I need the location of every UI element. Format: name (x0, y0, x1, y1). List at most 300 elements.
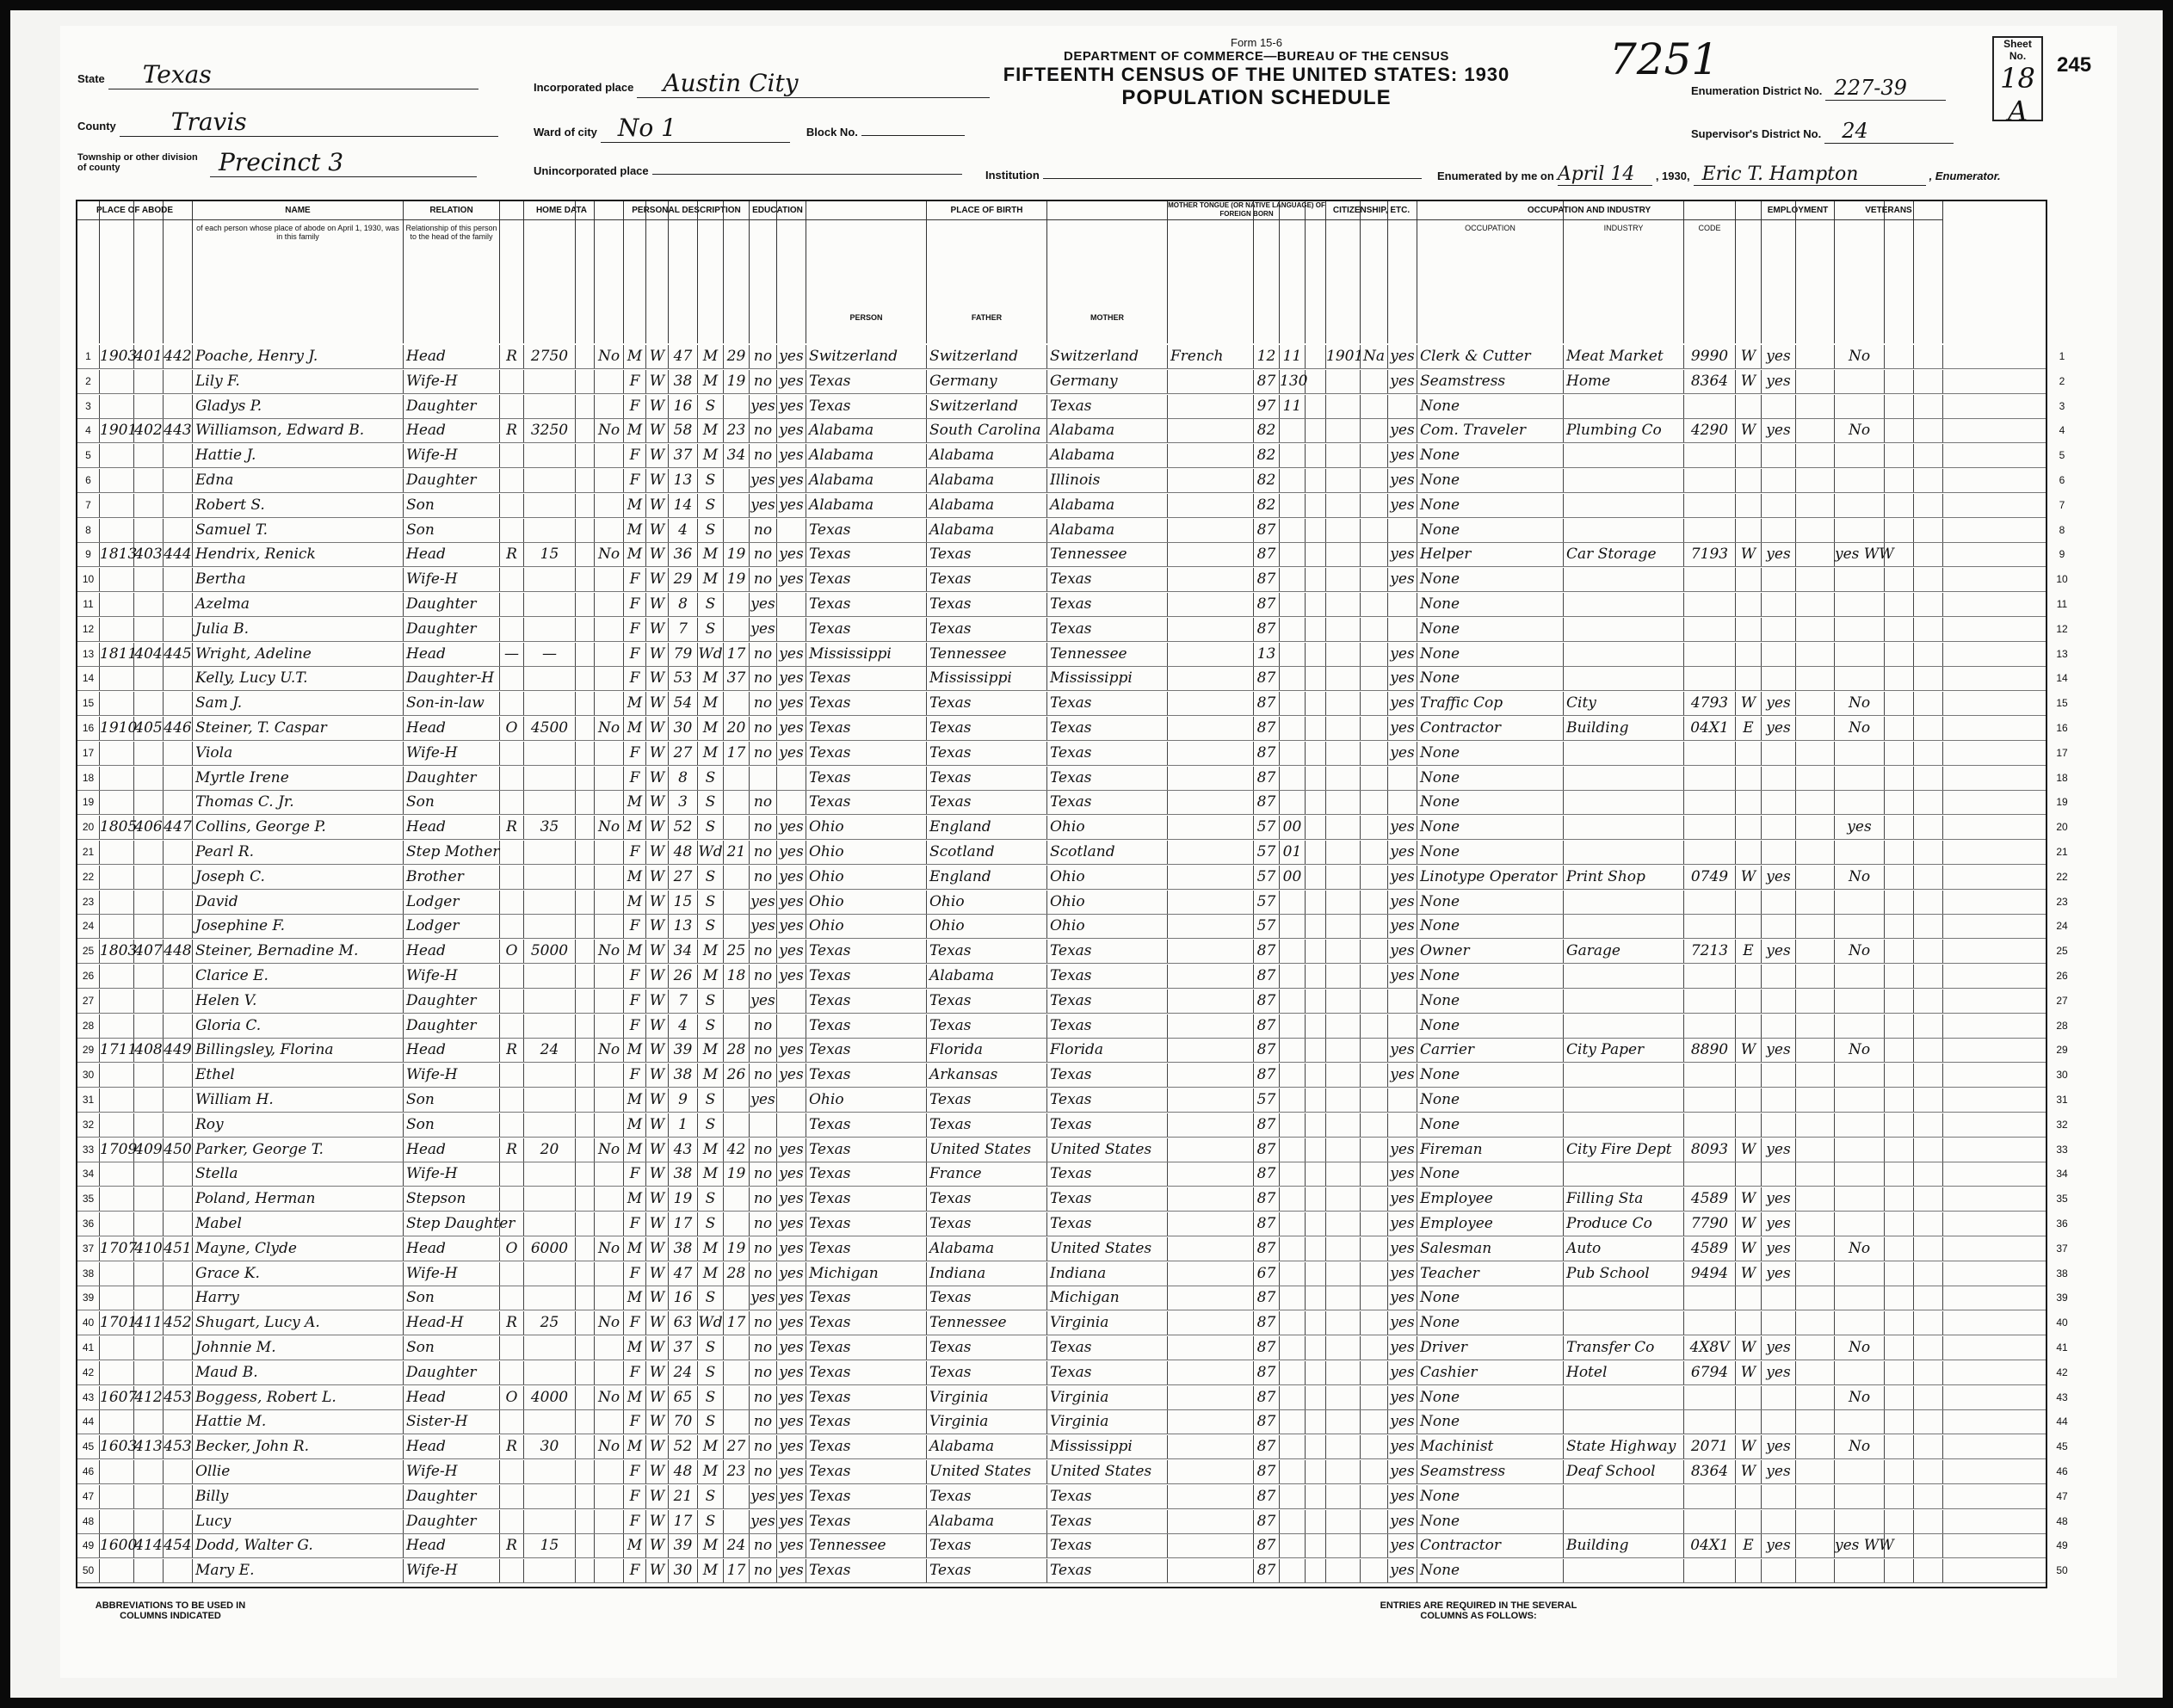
cell-occ: None (1417, 1311, 1564, 1335)
cell-r (576, 866, 595, 889)
cell-v2 (1885, 1014, 1914, 1038)
cell-v3 (1914, 841, 1943, 864)
cell-read: yes (777, 717, 806, 740)
cell-fa (164, 1336, 193, 1360)
entries-title: ENTRIES ARE REQUIRED IN THE SEVERAL COLUMNS AS FOLLOWS: (1380, 1600, 1577, 1621)
cell-rel: Stepson (404, 1187, 500, 1211)
cell-c2 (1280, 494, 1306, 517)
column-header (750, 201, 777, 343)
cell-yr (1326, 667, 1361, 690)
cell-fbp: Texas (927, 990, 1047, 1013)
cell-fbp: South Carolina (927, 419, 1047, 442)
cell-bp: Texas (806, 618, 927, 641)
cell-occ: None (1417, 1064, 1564, 1087)
cell-val (524, 742, 576, 765)
cell-agem (724, 395, 750, 418)
cell-age: 43 (669, 1138, 698, 1162)
cell-c3 (1306, 1088, 1326, 1112)
cell-sch: no (750, 1559, 777, 1582)
cell-sex: F (624, 1014, 646, 1038)
cell-farm (595, 1510, 624, 1533)
cell-v2 (1885, 1138, 1914, 1162)
cell-fa: 445 (164, 643, 193, 666)
cell-dw (134, 891, 164, 914)
cell-nat (1361, 1510, 1388, 1533)
cell-bp: Texas (806, 1187, 927, 1211)
cell-tongue (1168, 1485, 1254, 1508)
cell-name: Harry (193, 1286, 404, 1310)
cell-n: 12 (77, 618, 100, 641)
cell-name: Gloria C. (193, 1014, 404, 1038)
cell-agem: 17 (724, 643, 750, 666)
cell-eng: yes (1388, 717, 1417, 740)
cell-v2 (1885, 1262, 1914, 1286)
cell-e2 (1796, 866, 1835, 889)
cell-race: W (646, 990, 669, 1013)
cell-val: 15 (524, 1534, 576, 1557)
cell-cw: W (1736, 1336, 1762, 1360)
cell-name: David (193, 891, 404, 914)
cell-n: 38 (77, 1262, 100, 1286)
cell-fa: 453 (164, 1386, 193, 1409)
cell-fbp: Alabama (927, 1237, 1047, 1261)
cell-name: Parker, George T. (193, 1138, 404, 1162)
cell-nat (1361, 915, 1388, 938)
cell-mar: M (698, 717, 724, 740)
cell-v2 (1885, 1187, 1914, 1211)
cell-ten (500, 1361, 524, 1384)
cell-rel: Head (404, 345, 500, 368)
cell-fbp: Texas (927, 568, 1047, 591)
cell-c2 (1280, 1510, 1306, 1533)
column-header (1168, 201, 1254, 343)
cell-n: 15 (77, 692, 100, 715)
cell-c2 (1280, 1212, 1306, 1236)
cell-rel: Brother (404, 866, 500, 889)
cell-fa (164, 1064, 193, 1087)
cell-val: 4500 (524, 717, 576, 740)
cell-fbp: Texas (927, 593, 1047, 616)
cell-n: 23 (77, 891, 100, 914)
cell-eng: yes (1388, 568, 1417, 591)
cell-ten: O (500, 717, 524, 740)
cell-sch: no (750, 717, 777, 740)
cell-c2 (1280, 940, 1306, 963)
cell-race: W (646, 717, 669, 740)
column-header (1684, 201, 1736, 343)
cell-ind (1564, 395, 1684, 418)
cell-mbp: Texas (1047, 1559, 1168, 1582)
cell-occ: Contractor (1417, 717, 1564, 740)
cell-tongue (1168, 915, 1254, 938)
cell-eng: yes (1388, 469, 1417, 492)
row-number-right: 39 (2056, 1292, 2068, 1304)
cell-v2 (1885, 965, 1914, 988)
cell-eng: yes (1388, 866, 1417, 889)
table-row (77, 1460, 2068, 1484)
cell-mbp: Texas (1047, 1162, 1168, 1186)
cell-emp: yes (1762, 1460, 1796, 1483)
cell-eng (1388, 791, 1417, 814)
cell-v3 (1914, 345, 1943, 368)
cell-tongue (1168, 1510, 1254, 1533)
cell-tongue (1168, 519, 1254, 542)
cell-sch: no (750, 1138, 777, 1162)
cell-fa (164, 1510, 193, 1533)
cell-e2 (1796, 618, 1835, 641)
cell-race: W (646, 791, 669, 814)
cell-mar: M (698, 1460, 724, 1483)
cell-sex: F (624, 1460, 646, 1483)
cell-fa: 446 (164, 717, 193, 740)
institution-label: Institution (985, 169, 1040, 182)
cell-c3 (1306, 742, 1326, 765)
cell-vet (1835, 643, 1885, 666)
cell-n: 8 (77, 519, 100, 542)
cell-bp: Ohio (806, 866, 927, 889)
cell-sex: F (624, 444, 646, 467)
cell-yr (1326, 568, 1361, 591)
cell-agem: 25 (724, 940, 750, 963)
cell-c1: 87 (1254, 717, 1280, 740)
cell-vet (1835, 395, 1885, 418)
cell-occ: None (1417, 816, 1564, 839)
cell-name: Maud B. (193, 1361, 404, 1384)
cell-r (576, 692, 595, 715)
cell-cw: E (1736, 940, 1762, 963)
row-number-right: 36 (2056, 1218, 2068, 1230)
cell-n: 36 (77, 1212, 100, 1236)
cell-val (524, 469, 576, 492)
cell-name: William H. (193, 1088, 404, 1112)
row-number-right: 17 (2056, 746, 2068, 759)
enumerated-label: Enumerated by me on (1437, 170, 1554, 182)
cell-name: Boggess, Robert L. (193, 1386, 404, 1409)
cell-occ: None (1417, 767, 1564, 790)
cell-r (576, 841, 595, 864)
cell-bp: Texas (806, 990, 927, 1013)
cell-val (524, 444, 576, 467)
cell-e2 (1796, 643, 1835, 666)
cell-farm (595, 1162, 624, 1186)
cell-farm (595, 692, 624, 715)
cell-tongue (1168, 692, 1254, 715)
cell-bp: Mississippi (806, 643, 927, 666)
cell-age: 1 (669, 1113, 698, 1137)
cell-farm (595, 767, 624, 790)
department: DEPARTMENT OF COMMERCE—BUREAU OF THE CENSUS (1064, 49, 1449, 64)
cell-vet (1835, 1262, 1885, 1286)
cell-farm: No (595, 1039, 624, 1062)
cell-race: W (646, 767, 669, 790)
cell-c2 (1280, 767, 1306, 790)
cell-e2 (1796, 717, 1835, 740)
cell-cw (1736, 1311, 1762, 1335)
cell-bp: Texas (806, 940, 927, 963)
cell-agem: 19 (724, 568, 750, 591)
cell-sex: F (624, 965, 646, 988)
cell-ten (500, 519, 524, 542)
cell-name: Mary E. (193, 1559, 404, 1582)
cell-ind (1564, 816, 1684, 839)
cell-eng (1388, 618, 1417, 641)
cell-eng: yes (1388, 1435, 1417, 1458)
township-label: Township or other division of county (77, 152, 198, 173)
cell-c1: 13 (1254, 643, 1280, 666)
cell-c1: 87 (1254, 1510, 1280, 1533)
cell-farm: No (595, 1435, 624, 1458)
cell-tongue (1168, 593, 1254, 616)
cell-v2 (1885, 767, 1914, 790)
cell-fbp: Texas (927, 1212, 1047, 1236)
cell-mar: M (698, 1262, 724, 1286)
cell-read: yes (777, 1237, 806, 1261)
cell-race: W (646, 419, 669, 442)
cell-yr (1326, 1113, 1361, 1137)
cell-read: yes (777, 1410, 806, 1434)
cell-farm: No (595, 1138, 624, 1162)
cell-c2 (1280, 618, 1306, 641)
cell-ten (500, 841, 524, 864)
cell-c2: 01 (1280, 841, 1306, 864)
cell-fa: 451 (164, 1237, 193, 1261)
cell-nat (1361, 1113, 1388, 1137)
cell-v2 (1885, 1460, 1914, 1483)
cell-dw: 401 (134, 345, 164, 368)
cell-emp (1762, 791, 1796, 814)
cell-agem (724, 1187, 750, 1211)
table-row (77, 1162, 2068, 1187)
column-header (1361, 201, 1388, 343)
cell-c2 (1280, 1485, 1306, 1508)
cell-mar: S (698, 519, 724, 542)
cell-v2 (1885, 990, 1914, 1013)
cell-rel: Step Mother (404, 841, 500, 864)
cell-e2 (1796, 1138, 1835, 1162)
cell-agem: 27 (724, 1435, 750, 1458)
cell-occ: None (1417, 494, 1564, 517)
cell-ind (1564, 444, 1684, 467)
cell-v2 (1885, 1534, 1914, 1557)
cell-agem: 19 (724, 1237, 750, 1261)
cell-name: Lily F. (193, 370, 404, 393)
cell-cw: W (1736, 419, 1762, 442)
cell-tongue (1168, 791, 1254, 814)
cell-fa: 448 (164, 940, 193, 963)
cell-c2: 11 (1280, 395, 1306, 418)
cell-v2 (1885, 494, 1914, 517)
cell-code (1684, 1510, 1736, 1533)
cell-val (524, 841, 576, 864)
row-number-right: 30 (2056, 1069, 2068, 1082)
cell-r (576, 1262, 595, 1286)
cell-n: 40 (77, 1311, 100, 1335)
cell-dw (134, 1510, 164, 1533)
column-header (669, 201, 698, 343)
cell-c2 (1280, 1039, 1306, 1062)
cell-dw: 407 (134, 940, 164, 963)
cell-bp: Texas (806, 1336, 927, 1360)
cell-occ: None (1417, 841, 1564, 864)
cell-ind (1564, 1386, 1684, 1409)
cell-c1: 87 (1254, 1361, 1280, 1384)
cell-sex: F (624, 469, 646, 492)
cell-eng: yes (1388, 1237, 1417, 1261)
cell-r (576, 1014, 595, 1038)
cell-race: W (646, 1014, 669, 1038)
cell-read: yes (777, 1361, 806, 1384)
cell-read (777, 593, 806, 616)
cell-st: 1707 (100, 1237, 134, 1261)
cell-tongue (1168, 1386, 1254, 1409)
cell-v2 (1885, 1237, 1914, 1261)
row-number-right: 20 (2056, 821, 2068, 834)
cell-age: 4 (669, 519, 698, 542)
row-number-right: 15 (2056, 697, 2068, 710)
cell-agem: 18 (724, 965, 750, 988)
cell-bp: Texas (806, 1039, 927, 1062)
cell-race: W (646, 395, 669, 418)
cell-fa (164, 1262, 193, 1286)
cell-eng: yes (1388, 1559, 1417, 1582)
cell-r (576, 965, 595, 988)
cell-mar: M (698, 1039, 724, 1062)
column-header (576, 201, 595, 343)
cell-sch: no (750, 816, 777, 839)
cell-mar: M (698, 692, 724, 715)
cell-st: 1811 (100, 643, 134, 666)
cell-vet (1835, 1113, 1885, 1137)
cell-nat (1361, 1237, 1388, 1261)
cell-mbp: Tennessee (1047, 643, 1168, 666)
cell-st (100, 1162, 134, 1186)
cell-sex: F (624, 1410, 646, 1434)
cell-fbp: Texas (927, 1336, 1047, 1360)
cell-v3 (1914, 915, 1943, 938)
cell-ind (1564, 1113, 1684, 1137)
cell-fbp: Virginia (927, 1386, 1047, 1409)
cell-fa (164, 1410, 193, 1434)
cell-yr (1326, 915, 1361, 938)
cell-sch: no (750, 667, 777, 690)
cell-yr (1326, 1435, 1361, 1458)
cell-rel: Daughter (404, 1510, 500, 1533)
cell-fa (164, 841, 193, 864)
cell-race: W (646, 469, 669, 492)
cell-occ: None (1417, 1510, 1564, 1533)
cell-sch: yes (750, 1088, 777, 1112)
cell-st (100, 1485, 134, 1508)
cell-vet: No (1835, 345, 1885, 368)
cell-ind (1564, 1088, 1684, 1112)
cell-read: yes (777, 1187, 806, 1211)
cell-v3 (1914, 1212, 1943, 1236)
cell-agem: 23 (724, 419, 750, 442)
cell-read: yes (777, 1039, 806, 1062)
cell-eng: yes (1388, 1336, 1417, 1360)
cell-yr (1326, 891, 1361, 914)
cell-name: Hattie J. (193, 444, 404, 467)
cell-rel: Wife-H (404, 1460, 500, 1483)
cell-code (1684, 469, 1736, 492)
cell-n: 46 (77, 1460, 100, 1483)
cell-n: 22 (77, 866, 100, 889)
table-row (77, 1559, 2068, 1583)
cell-emp (1762, 667, 1796, 690)
cell-st (100, 1212, 134, 1236)
cell-c2 (1280, 593, 1306, 616)
cell-c1: 87 (1254, 1559, 1280, 1582)
cell-eng: yes (1388, 1510, 1417, 1533)
cell-r (576, 1435, 595, 1458)
cell-emp: yes (1762, 543, 1796, 566)
cell-fbp: Virginia (927, 1410, 1047, 1434)
cell-fbp: Indiana (927, 1262, 1047, 1286)
cell-yr (1326, 1212, 1361, 1236)
cell-eng: yes (1388, 1386, 1417, 1409)
cell-race: W (646, 1187, 669, 1211)
cell-race: W (646, 1039, 669, 1062)
cell-rel: Daughter (404, 767, 500, 790)
cell-bp: Texas (806, 1138, 927, 1162)
cell-age: 26 (669, 965, 698, 988)
cell-ten: O (500, 940, 524, 963)
row-number-right: 10 (2056, 573, 2068, 586)
cell-mar: S (698, 1336, 724, 1360)
table-row (77, 1138, 2068, 1162)
cell-c3 (1306, 1262, 1326, 1286)
cell-v3 (1914, 643, 1943, 666)
cell-dw: 412 (134, 1386, 164, 1409)
cell-read: yes (777, 1460, 806, 1483)
cell-vet (1835, 1162, 1885, 1186)
cell-c1: 87 (1254, 1064, 1280, 1087)
cell-c2: 00 (1280, 816, 1306, 839)
cell-tongue (1168, 891, 1254, 914)
cell-st (100, 1113, 134, 1137)
cell-occ: Machinist (1417, 1435, 1564, 1458)
cell-val (524, 667, 576, 690)
cell-eng: yes (1388, 1262, 1417, 1286)
cell-race: W (646, 1386, 669, 1409)
cell-mar: M (698, 1162, 724, 1186)
cell-fbp: Texas (927, 1361, 1047, 1384)
cell-farm: No (595, 543, 624, 566)
cell-val (524, 1510, 576, 1533)
cell-c2 (1280, 990, 1306, 1013)
cell-fa (164, 1162, 193, 1186)
cell-v2 (1885, 717, 1914, 740)
cell-v2 (1885, 692, 1914, 715)
page-number: 245 (2057, 53, 2092, 77)
cell-dw (134, 593, 164, 616)
cell-bp: Texas (806, 1162, 927, 1186)
cell-v2 (1885, 519, 1914, 542)
cell-mbp: Ohio (1047, 915, 1168, 938)
cell-name: Samuel T. (193, 519, 404, 542)
cell-r (576, 568, 595, 591)
table-row (77, 767, 2068, 791)
cell-yr (1326, 1187, 1361, 1211)
cell-cw: W (1736, 1237, 1762, 1261)
cell-v2 (1885, 568, 1914, 591)
cell-val: 4000 (524, 1386, 576, 1409)
cell-tongue (1168, 667, 1254, 690)
cell-c1: 82 (1254, 469, 1280, 492)
cell-st (100, 1460, 134, 1483)
cell-mbp: Texas (1047, 618, 1168, 641)
cell-vet: No (1835, 717, 1885, 740)
